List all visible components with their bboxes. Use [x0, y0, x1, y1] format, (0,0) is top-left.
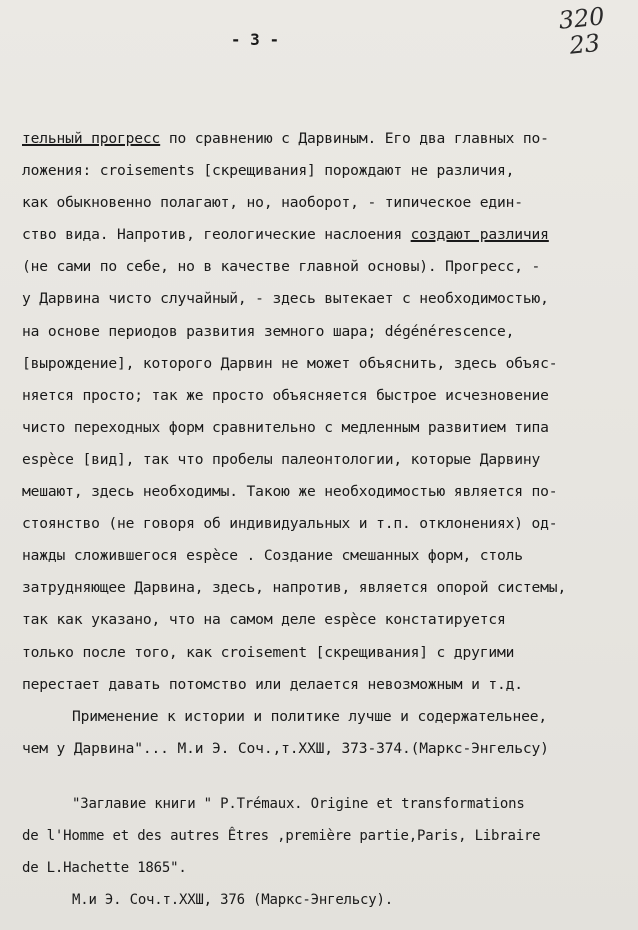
- archive-handwritten-mark: [557, 0, 634, 59]
- text-line-17: только после того, как croisement [скрещивания] с другими: [22, 643, 515, 661]
- underlined-phrase: создают различия: [410, 226, 549, 244]
- text-line-14: нажды сложившегося espèce . Создание смешанных форм, столь: [22, 547, 523, 565]
- text-line-7: на основе периодов развития земного шара; dégénérescence,: [22, 322, 515, 340]
- text-line-4: [22, 219, 632, 251]
- main-text: [22, 123, 632, 765]
- text-line-18: перестает давать потомство или делается невозможным и т.д.: [22, 675, 523, 693]
- text-line-15: затрудняющее Дарвина, здесь, напротив, является опорой системы,: [22, 579, 567, 597]
- text-line-8: [вырождение], которого Дарвин не может объяснить, здесь объяс-: [22, 354, 558, 372]
- page-number: - 3 -: [230, 30, 280, 49]
- footnote-line-1: "Заглавие книги " P.Trémaux. Origine et transformations: [72, 796, 525, 812]
- footnote-line-3: de L.Hachette 1865".: [22, 860, 187, 876]
- text-line-9: няется просто; так же просто объясняется быстрое исчезновение: [22, 386, 549, 404]
- text-line-2: ложения: croisements [скрещивания] порождают не различия,: [22, 162, 515, 180]
- text-line-12: мешают, здесь необходимы. Такою же необходимостью является по-: [22, 483, 558, 501]
- text-line-3: как обыкновенно полагают, но, наоборот, - типическое един-: [22, 194, 523, 212]
- archive-number: 320: [557, 2, 606, 35]
- text-line-11: espèce [вид], так что пробелы палеонтологии, которые Дарвину: [22, 450, 541, 468]
- text-line-13: стоянство (не говоря об индивидуальных и т.п. отклонениях) од-: [22, 515, 558, 533]
- text-line-4-start: ство вида. Напротив, геологические наслоения: [22, 226, 411, 244]
- footnote-line-4: М.и Э. Соч.т.XXШ, 376 (Маркс-Энгельсу).: [72, 892, 393, 908]
- text-line-6: у Дарвина чисто случайный, - здесь вытекает с необходимостью,: [22, 290, 549, 308]
- footnote-line-2: de l'Homme et des autres Êtres ,première partie,Paris, Libraire: [22, 828, 541, 844]
- text-line-5: (не сами по себе, но в качестве главной основы). Прогресс, -: [22, 258, 541, 276]
- underlined-phrase: тельный прогресс: [22, 130, 161, 147]
- text-line-1: [22, 123, 632, 155]
- archive-sub-mark: 23: [568, 28, 602, 60]
- footnote-block: [22, 788, 632, 916]
- text-line-10: чисто переходных форм сравнительно с медленным развитием типа: [22, 418, 549, 436]
- text-line-19: Применение к истории и политике лучше и содержательнее,: [72, 707, 547, 725]
- text-line-20: чем у Дарвина"... М.и Э. Соч.,т.XXШ, 373-374.(Маркс-Энгельсу): [22, 739, 549, 757]
- text-line-16: так как указано, что на самом деле espèce констатируется: [22, 611, 506, 629]
- text-line-1-rest: по сравнению с Дарвиным. Его два главных по-: [160, 130, 549, 147]
